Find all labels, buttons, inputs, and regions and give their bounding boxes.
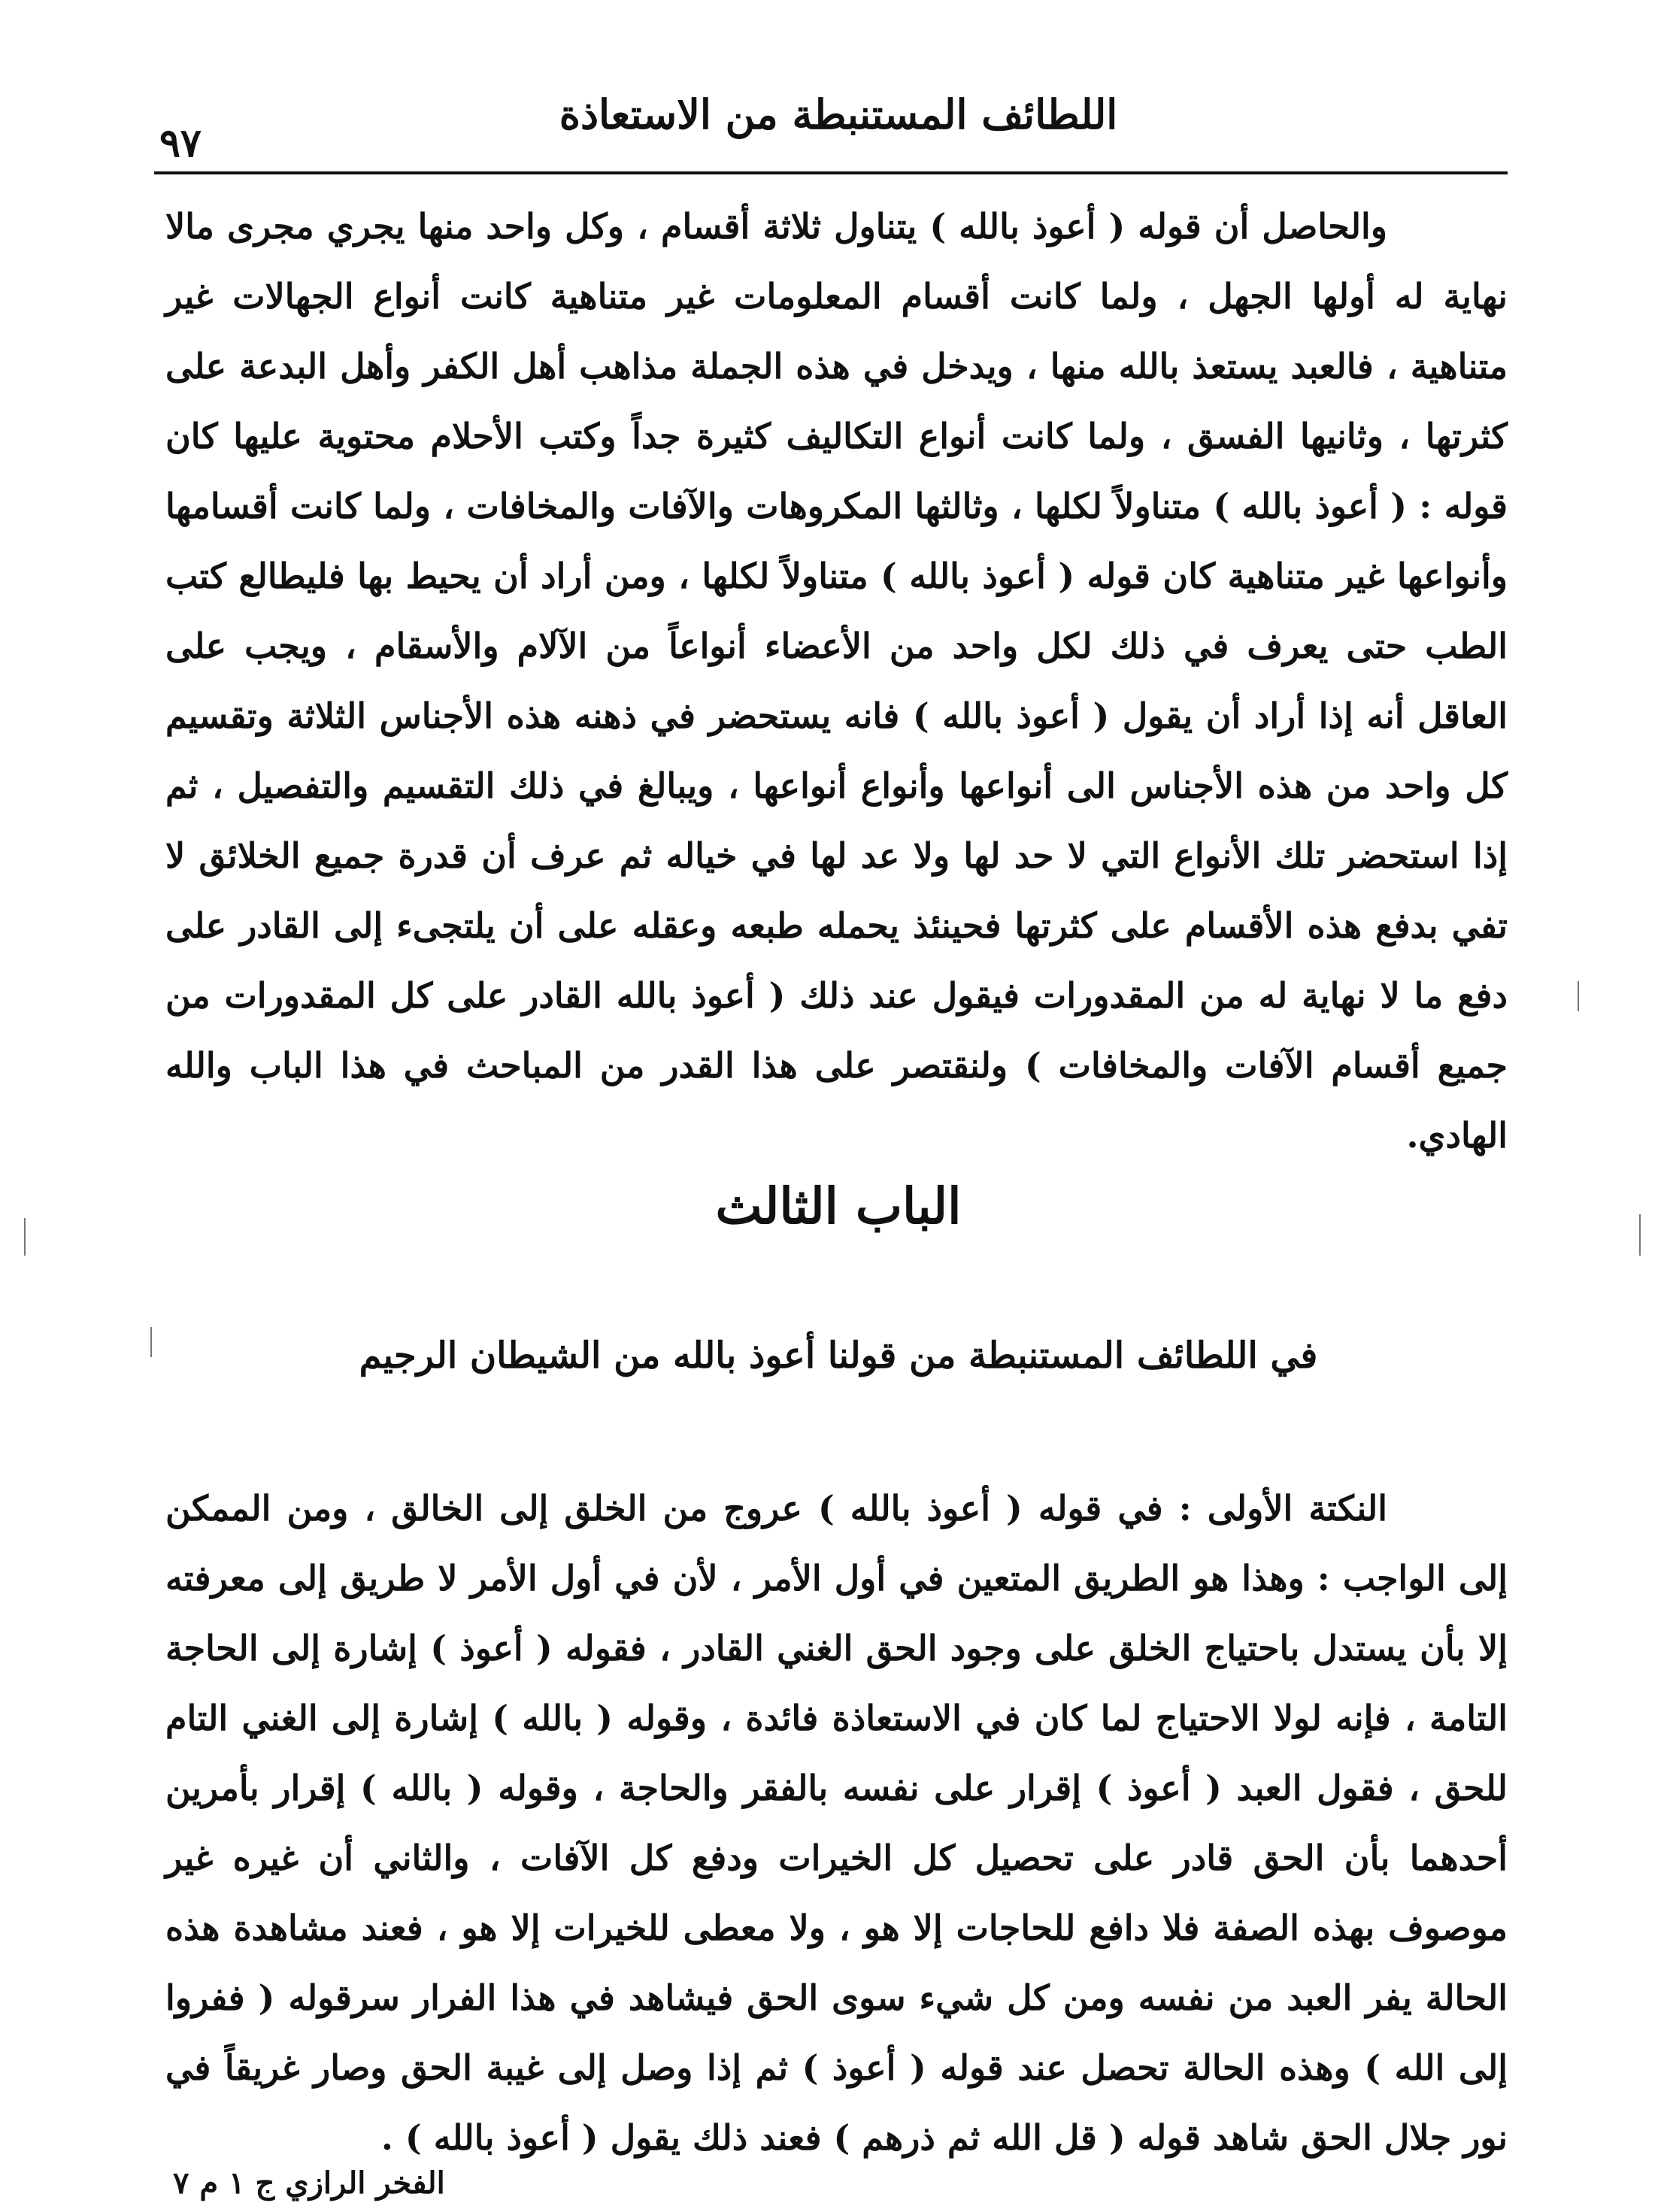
paragraph-2 (165, 1474, 1508, 2173)
scan-edge-mark (1578, 981, 1579, 1011)
paragraph-2-text: النكتة الأولى : في قوله ( أعوذ بالله ) عروج من الخلق إلى الخالق ، ومن الممكن إلى الواجب : وهذا هو الطريق المتعين في أول الأمر ، لأن في أول الأمر لا طريق إلى معرفته إلا بأن يستدل باحتياج الخلق على وجود الحق الغني القادر ، فقوله ( أعوذ ) إشارة إلى الحاجة التامة ، فإنه لولا الاحتياج لما كان في الاستعاذة فائدة ، وقوله ( بالله ) إشارة إلى الغني التام للحق ، فقول العبد ( أعوذ ) إقرار على نفسه بالفقر والحاجة ، وقوله ( بالله ) إقرار بأمرين أحدهما بأن الحق قادر على تحصيل كل الخيرات ودفع كل الآفات ، والثاني أن غيره غير موصوف بهذه الصفة فلا دافع للحاجات إلا هو ، ولا معطى للخيرات إلا هو ، فعند مشاهدة هذه الحالة يفر العبد من نفسه ومن كل شيء سوى الحق فيشاهد في هذا الفرار سرقوله ( ففروا إلى الله ) وهذه الحالة تحصل عند قوله ( أعوذ ) ثم إذا وصل إلى غيبة الحق وصار غريقاً في نور جلال الحق شاهد قوله ( قل الله ثم ذرهم ) فعند ذلك يقول ( أعوذ بالله ) . (165, 1488, 1508, 2158)
paragraph-1-text: والحاصل أن قوله ( أعوذ بالله ) يتناول ثلاثة أقسام ، وكل واحد منها يجري مجرى مالا نهاية له أولها الجهل ، ولما كانت أقسام المعلومات غير متناهية كانت أنواع الجهالات غير متناهية ، فالعبد يستعذ بالله منها ، ويدخل في هذه الجملة مذاهب أهل الكفر وأهل البدعة على كثرتها ، وثانيها الفسق ، ولما كانت أنواع التكاليف كثيرة جداً وكتب الأحلام محتوية عليها كان قوله : ( أعوذ بالله ) متناولاً لكلها ، وثالثها المكروهات والآفات والمخافات ، ولما كانت أقسامها وأنواعها غير متناهية كان قوله ( أعوذ بالله ) متناولاً لكلها ، ومن أراد أن يحيط بها فليطالع كتب الطب حتى يعرف في ذلك لكل واحد من الأعضاء أنواعاً من الآلام والأسقام ، ويجب على العاقل أنه إذا أراد أن يقول ( أعوذ بالله ) فانه يستحضر في ذهنه هذه الأجناس الثلاثة وتقسيم كل واحد من هذه الأجناس الى أنواعها وأنواع أنواعها ، ويبالغ في ذلك التقسيم والتفصيل ، ثم إذا استحضر تلك الأنواع التي لا حد لها ولا عد لها في خياله ثم عرف أن قدرة جميع الخلائق لا تفي بدفع هذه الأقسام على كثرتها فحينئذ يحمله طبعه وعقله على أن يلتجىء إلى القادر على دفع ما لا نهاية له من المقدورات فيقول عند ذلك ( أعوذ بالله القادر على كل المقدورات من جميع أقسام الآفات والمخافات ) ولنقتصر على هذا القدر من المباحث في هذا الباب والله الهادي. (165, 206, 1508, 1156)
page-number: ٩٧ (159, 120, 202, 166)
scan-edge-mark (24, 1218, 26, 1256)
chapter-title: الباب الثالث (715, 1177, 962, 1235)
scan-edge-mark (150, 1327, 152, 1357)
scan-edge-mark (1639, 1214, 1641, 1256)
header-divider (154, 171, 1508, 174)
chapter-subtitle: في اللطائف المستنبطة من قولنا أعوذ بالله من الشيطان الرجيم (359, 1335, 1318, 1377)
running-title: اللطائف المستنبطة من الاستعاذة (559, 90, 1118, 138)
footer-note: الفخر الرازي ج ١ م ٧ (173, 2165, 445, 2201)
paragraph-1 (165, 192, 1508, 1171)
